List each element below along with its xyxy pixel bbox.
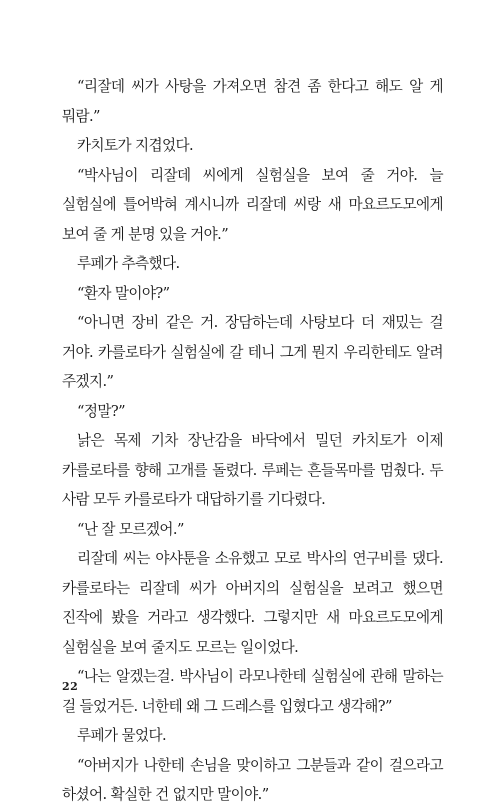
paragraph-3: “박사님이 리잘데 씨에게 실험실을 보여 줄 거야. 늘 실험실에 틀어박혀 계시니까 리잘데 씨랑 새 마요르도모에게 보여 줄 게 분명 있을 거야.”	[62, 166, 443, 243]
paragraph-5: “환자 말이야?”	[77, 284, 170, 302]
paragraph-2: 카치토가 지겹었다.	[77, 137, 194, 154]
body-text	[62, 72, 443, 810]
paragraph-11: “나는 알겠는걸. 박사님이 라모나한테 실험실에 관해 말하는 걸 들었거든. 너한테 왜 그 드레스를 입혔다고 생각해?”	[62, 668, 443, 715]
paragraph-1: “리잘데 씨가 사탕을 가져오면 참견 좀 한다고 해도 알 게 뭐람.”	[62, 78, 443, 125]
paragraph-6: “아니면 장비 같은 거. 장담하는데 사탕보다 더 재밌는 걸 거야. 카를로타가 실험실에 갈 테니 그게 뭔지 우리한테도 알려 주겠지.”	[62, 314, 443, 390]
paragraph-9: “난 잘 모르겠어.”	[77, 520, 184, 538]
paragraph-10: 리잘데 씨는 야샤툰을 소유했고 모로 박사의 연구비를 댔다. 카를로타는 리잘데 씨가 아버지의 실험실을 보려고 했으면 진작에 봤을 거라고 생각했다. 그렇지만 새 마요르도모에게 실험실을 보여 줄지도 모르는 일이었다.	[62, 550, 443, 656]
paragraph-4: 루페가 추측했다.	[77, 255, 180, 272]
paragraph-12: 루페가 물었다.	[77, 727, 167, 744]
paragraph-8: 낡은 목제 기차 장난감을 바닥에서 밀던 카치토가 이제 카를로타를 향해 고개를 돌렸다. 루페는 흔들목마를 멈췄다. 두 사람 모두 카를로타가 대답하기를 기다렸다.	[62, 432, 443, 508]
paragraph-7: “정말?”	[77, 402, 125, 420]
paragraph-13: “아버지가 나한테 손님을 맞이하고 그분들과 같이 걸으라고 하셨어. 확실한 건 없지만 말이야.”	[62, 756, 443, 803]
page-number: 22	[62, 680, 79, 693]
